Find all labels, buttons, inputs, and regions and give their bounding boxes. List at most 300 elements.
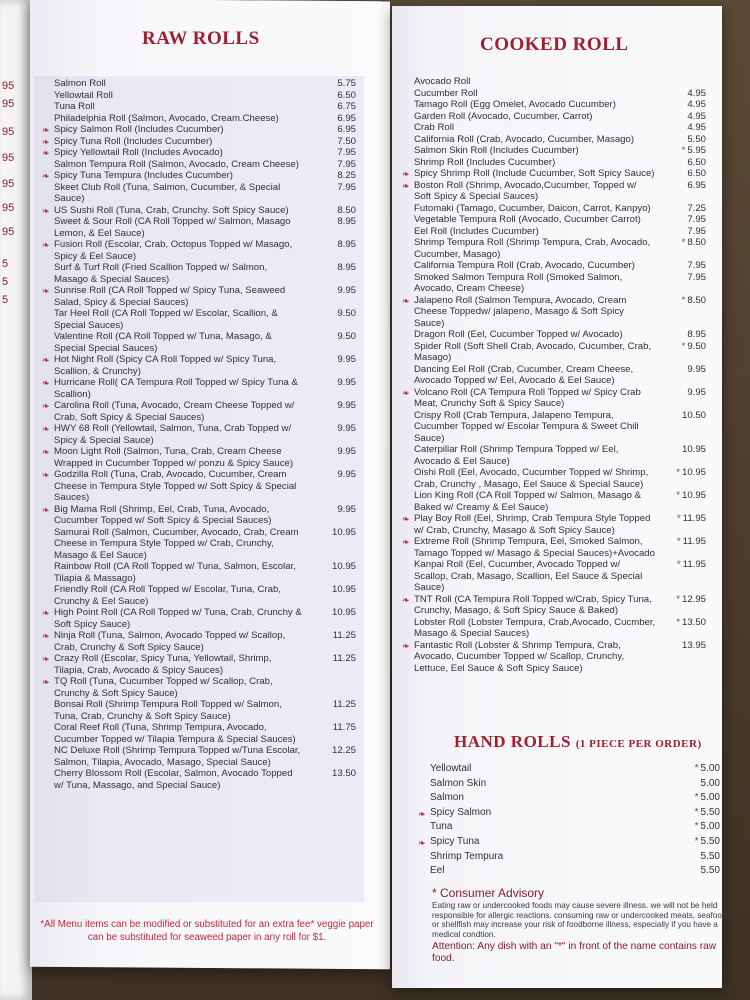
- price-value: 10.95: [331, 561, 356, 572]
- menu-item-price: [676, 594, 706, 606]
- price-value: 7.25: [687, 202, 706, 214]
- price-value: 6.95: [337, 124, 356, 135]
- raw-star-icon: *: [681, 145, 686, 156]
- price-value: 5.50: [687, 133, 706, 145]
- menu-item-name: Vegetable Tempura Roll (Avocado, Cucumber Carrot): [414, 214, 641, 225]
- chili-pepper-icon: ❧: [42, 424, 50, 434]
- menu-item: [42, 285, 360, 308]
- menu-item-price: [687, 180, 706, 192]
- menu-item: [54, 699, 360, 722]
- menu-item-name: Crispy Roll (Crab Tempura, Jalapeno Tempura, Cucumber Topped w/ Escolar Tempura & Sweet Chili Sauce): [414, 409, 639, 444]
- raw-star-icon: *: [694, 806, 699, 818]
- menu-item-price: [695, 835, 720, 850]
- price-value: 4.95: [687, 122, 706, 133]
- price-value: 7.95: [337, 147, 356, 158]
- raw-star-icon: *: [676, 513, 681, 524]
- raw-rolls-list: [42, 78, 360, 791]
- menu-item-name: Friendly Roll (CA Roll Topped w/ Escolar, Tuna, Crab, Crunchy & Eel Sauce): [54, 584, 281, 607]
- menu-item-name: Jalapeno Roll (Salmon Tempura, Avocado, Cream Cheese Toppedw/ jalapeno, Masago & Soft Spicy Sauce): [414, 294, 627, 329]
- menu-item: [42, 147, 360, 159]
- price-value: 8.50: [337, 204, 356, 216]
- previous-page-price: 5: [2, 276, 9, 288]
- menu-item-name: Shrimp Roll (Includes Cucumber): [414, 156, 556, 168]
- menu-item-name: Eel: [430, 865, 445, 877]
- cooked-roll-heading: COOKED ROLL: [480, 34, 629, 55]
- menu-item: [402, 294, 714, 330]
- chili-pepper-icon: ❧: [402, 514, 410, 524]
- price-value: 4.95: [687, 87, 706, 99]
- price-value: 9.95: [337, 400, 356, 411]
- menu-item-name: Avocado Roll: [414, 76, 471, 87]
- price-value: 9.50: [337, 308, 356, 319]
- price-value: 11.95: [682, 536, 706, 547]
- chili-pepper-icon: ❧: [42, 286, 50, 296]
- menu-item: [42, 400, 360, 423]
- menu-item-price: [332, 527, 356, 539]
- raw-star-icon: *: [676, 616, 680, 628]
- menu-item: [414, 490, 714, 513]
- menu-item-name: Caterpillar Roll (Shrimp Tempura Topped w/ Eel, Avocado & Eel Sauce): [414, 444, 619, 467]
- menu-item: [42, 170, 360, 182]
- menu-item: [42, 239, 360, 262]
- menu-item-name: Cucumber Roll: [414, 87, 478, 99]
- menu-item: [414, 214, 714, 226]
- menu-item-price: [687, 387, 706, 399]
- price-value: 9.95: [687, 363, 706, 375]
- price-value: 8.25: [337, 170, 356, 181]
- menu-item-name: Spicy Salmon Roll (Includes Cucumber): [54, 124, 224, 135]
- price-value: 8.50: [687, 237, 706, 248]
- menu-item-name: Eel Roll (Includes Cucumber): [414, 225, 539, 237]
- menu-item-price: [333, 699, 356, 711]
- menu-item-name: Lion King Roll (CA Roll Topped w/ Salmon, Masago & Baked w/ Creamy & Eel Sauce): [414, 490, 641, 513]
- menu-item-name: Dancing Eel Roll (Crab, Cucumber, Cream Cheese, Avocado Topped w/ Eel, Avocado & Eel Sauce): [414, 363, 634, 386]
- menu-item: [54, 78, 360, 90]
- menu-item-name: Spicy Yellowtail Roll (Includes Avocado): [54, 147, 223, 158]
- price-value: 6.95: [687, 179, 706, 191]
- menu-item-price: [687, 203, 706, 215]
- menu-item-price: [337, 377, 356, 389]
- chili-pepper-icon: ❧: [42, 654, 50, 664]
- menu-item: [414, 364, 714, 387]
- menu-item: [42, 503, 360, 527]
- price-value: 10.95: [331, 526, 356, 538]
- menu-item-price: [333, 630, 356, 642]
- price-value: 8.95: [337, 216, 356, 227]
- chili-pepper-icon: ❧: [402, 537, 410, 547]
- chili-pepper-icon: ❧: [418, 808, 426, 819]
- chili-pepper-icon: ❧: [402, 169, 410, 179]
- chili-pepper-icon: ❧: [42, 631, 50, 641]
- menu-item-name: Extreme Roll (Shrimp Tempura, Eel, Smoked Salmon, Tamago Topped w/ Masago & Special Sauces)+Avocado: [414, 536, 655, 559]
- menu-item-price: [682, 237, 706, 249]
- menu-item-price: [332, 561, 356, 573]
- menu-item-name: Fantastic Roll (Lobster & Shrimp Tempura, Crab, Avocado, Cucumber Topped w/ Scallop, Crunchy, Lettuce, Eel Sauce & Soft Spicy Sauce): [414, 639, 625, 674]
- menu-item: [402, 513, 714, 536]
- hand-rolls-heading: [454, 732, 702, 752]
- chili-pepper-icon: ❧: [42, 355, 50, 365]
- menu-item: [414, 444, 714, 467]
- menu-item: [402, 179, 714, 203]
- menu-item: [430, 820, 748, 835]
- price-value: 9.95: [337, 354, 356, 365]
- menu-item-name: Play Boy Roll (Eel, Shrimp, Crab Tempura Style Topped w/ Crab, Crunchy, Masago & Soft Spicy Sauce): [414, 513, 651, 536]
- price-value: 11.25: [332, 630, 356, 641]
- menu-item-price: [337, 239, 356, 251]
- menu-item-name: TQ Roll (Tuna, Cucumber Topped w/ Scallop, Crab, Crunchy & Soft Spicy Sauce): [54, 676, 273, 699]
- menu-item: [402, 386, 714, 410]
- menu-item-name: Fusion Roll (Escolar, Crab, Octopus Topped w/ Masago, Spicy & Eel Sauce): [54, 239, 293, 262]
- price-value: 13.50: [331, 768, 356, 779]
- menu-item-price: [337, 308, 356, 320]
- menu-item: [430, 762, 748, 777]
- raw-star-icon: *: [681, 340, 686, 352]
- previous-page-price: 95: [2, 126, 15, 138]
- menu-item-name: Philadelphia Roll (Salmon, Avocado, Cream.Cheese): [54, 112, 279, 124]
- raw-star-icon: *: [694, 792, 699, 804]
- price-value: 11.25: [332, 653, 356, 664]
- menu-item-price: [687, 329, 706, 341]
- raw-food-attention: Attention: Any dish with an "*" in front of the name contains raw food.: [432, 941, 717, 965]
- menu-item: [414, 157, 714, 169]
- price-value: 6.50: [337, 89, 356, 101]
- previous-page-edge: [0, 0, 32, 1000]
- menu-item-name: Coral Reef Roll (Tuna, Shrimp Tempura, Avocado, Cucumber Topped w/ Tilapia Tempura & Special Sauces): [54, 722, 296, 745]
- price-value: 10.95: [681, 444, 706, 455]
- menu-item: [402, 168, 714, 180]
- consumer-advisory: [432, 886, 732, 965]
- menu-item-name: Moon Light Roll (Salmon, Tuna, Crab, Cream Cheese Wrapped in Cucumber Topped w/ ponzu & Spicy Sauce): [54, 446, 294, 469]
- menu-item-price: [332, 768, 356, 780]
- previous-page-price: 95: [2, 226, 15, 238]
- previous-page-price: 5: [2, 294, 9, 306]
- hand-rolls-list: [418, 762, 748, 879]
- menu-item-price: [337, 147, 356, 159]
- menu-item-price: [337, 262, 356, 274]
- menu-item-price: [682, 444, 706, 456]
- menu-item-price: [682, 341, 706, 353]
- price-value: 13.50: [681, 616, 706, 628]
- menu-item-name: Spicy Tuna Tempura (Includes Cucumber): [54, 170, 233, 181]
- price-value: 10.95: [681, 490, 706, 501]
- menu-item-price: [682, 295, 706, 307]
- price-value: 10.95: [331, 607, 356, 618]
- menu-item-price: [701, 777, 720, 792]
- menu-item-name: Salmon Roll: [54, 78, 106, 89]
- menu-item: [54, 331, 360, 354]
- menu-item: [402, 639, 714, 675]
- raw-star-icon: *: [676, 593, 680, 605]
- price-value: 5.00: [700, 763, 720, 774]
- chili-pepper-icon: ❧: [402, 180, 410, 191]
- menu-item-price: [695, 762, 720, 777]
- menu-item: [414, 226, 714, 238]
- menu-item-price: [687, 99, 706, 111]
- advisory-title: * Consumer Advisory: [432, 886, 545, 900]
- menu-item: [414, 559, 714, 594]
- menu-item: [414, 111, 714, 123]
- menu-item-name: Dragon Roll (Eel, Cucumber Topped w/ Avocado): [414, 329, 623, 340]
- menu-item-name: Kanpai Roll (Eel, Cucumber, Avocado Topped w/ Scallop, Crab, Masago, Scallion, Eel Sauce & Special Sauce): [414, 559, 643, 593]
- menu-item-price: [337, 216, 356, 228]
- menu-item-price: [337, 170, 356, 182]
- menu-item-price: [333, 722, 356, 734]
- menu-item: [54, 584, 360, 607]
- menu-item: [414, 260, 714, 272]
- menu-item-name: Oishi Roll (Eel, Avocado, Cucumber Topped w/ Shrimp, Crab, Crunchy , Masago, Eel Sauce & Special Sauce): [414, 467, 649, 490]
- menu-item: [54, 90, 360, 102]
- menu-item-price: [337, 469, 356, 481]
- raw-star-icon: *: [676, 467, 680, 478]
- menu-item: [42, 423, 360, 446]
- menu-item: [54, 216, 360, 239]
- menu-item-price: [687, 111, 706, 123]
- price-value: 8.50: [687, 294, 706, 306]
- price-value: 8.95: [687, 329, 706, 340]
- raw-star-icon: *: [694, 763, 699, 774]
- menu-item-price: [687, 364, 706, 376]
- menu-item: [414, 122, 714, 134]
- menu-item: [414, 410, 714, 445]
- menu-item-price: [337, 124, 356, 136]
- menu-item: [54, 113, 360, 125]
- menu-item-price: [337, 354, 356, 366]
- menu-item: [402, 593, 714, 617]
- menu-item-price: [677, 513, 706, 525]
- menu-item-price: [337, 504, 356, 516]
- menu-item: [414, 76, 714, 88]
- chili-pepper-icon: ❧: [402, 387, 410, 398]
- menu-item: [430, 791, 748, 806]
- menu-item-name: Spicy Salmon: [430, 806, 492, 818]
- price-value: 9.95: [337, 446, 356, 457]
- menu-item: [42, 676, 360, 699]
- menu-item-price: [682, 145, 706, 157]
- chili-pepper-icon: ❧: [42, 205, 50, 216]
- price-value: 5.00: [700, 792, 720, 804]
- hand-rolls-note: (1 PIECE PER ORDER): [575, 738, 702, 750]
- price-value: 9.95: [337, 377, 356, 388]
- menu-item: [430, 864, 748, 879]
- price-value: 9.50: [687, 340, 706, 352]
- menu-item-name: Hurricane Roll( CA Tempura Roll Topped w/ Spicy Tuna & Scallion): [54, 377, 298, 400]
- menu-item: [42, 354, 360, 377]
- price-value: 9.95: [337, 285, 356, 296]
- menu-item-price: [337, 113, 356, 125]
- menu-item-name: Hot Night Roll (Spicy CA Roll Topped w/ Spicy Tuna, Scallion, & Crunchy): [54, 354, 277, 377]
- raw-star-icon: *: [676, 536, 681, 547]
- price-value: 13.95: [681, 639, 706, 651]
- menu-item-name: California Roll (Crab, Avocado, Cucumber, Masago): [414, 133, 635, 145]
- menu-item-name: Sunrise Roll (CA Roll Topped w/ Spicy Tuna, Seaweed Salad, Spicy & Special Sauces): [54, 285, 286, 308]
- price-value: 7.50: [337, 135, 356, 147]
- advisory-text: Eating raw or undercooked foods may cause severe illness. we will not be held responsible for allergic reactions. consuming raw or undercooked meats, seafood, or shellfish may increase your risk of foodborne illness, especially if you have a medical condtion.: [432, 901, 729, 939]
- menu-item-name: Bonsai Roll (Shrimp Tempura Roll Topped w/ Salmon, Tuna, Crab, Crunchy & Soft Spicy Sauce): [54, 699, 282, 722]
- raw-star-icon: *: [694, 835, 699, 847]
- menu-item-name: Ninja Roll (Tuna, Salmon, Avocado Topped w/ Scallop, Crab, Crunchy & Soft Spicy Sauce): [54, 630, 286, 653]
- menu-item-name: Big Mama Roll (Shrimp, Eel, Crab, Tuna, Avocado, Cucumber Topped w/ Soft Spicy & Special Sauces): [54, 503, 272, 526]
- previous-page-price: 95: [2, 178, 15, 190]
- menu-item-price: [695, 791, 720, 806]
- chili-pepper-icon: ❧: [402, 594, 410, 605]
- menu-item-name: Tar Heel Roll (CA Roll Topped w/ Escolar, Scallion, & Special Sauces): [54, 308, 278, 331]
- menu-item-price: [333, 653, 356, 665]
- price-value: 11.95: [682, 559, 706, 570]
- chili-pepper-icon: ❧: [418, 837, 426, 848]
- menu-item: [54, 722, 360, 745]
- price-value: 5.50: [700, 806, 720, 818]
- menu-item-name: Sweet & Sour Roll (CA Roll Topped w/ Salmon, Masago Lemon, & Eel Sauce): [54, 216, 291, 239]
- menu-item-name: Samurai Roll (Salmon, Cucumber, Avocado, Crab, Cream Cheese in Tempura Style Topped w/ Crab, Crunchy, Masago & Eel Sauce): [54, 526, 299, 561]
- menu-item: [414, 341, 714, 364]
- menu-item: [54, 159, 360, 171]
- menu-item-price: [701, 850, 720, 865]
- menu-item: [414, 145, 714, 157]
- menu-item: [430, 777, 748, 792]
- menu-item-name: Futomaki (Tamago, Cucumber, Daicon, Carrot, Kanpyo): [414, 202, 651, 214]
- price-value: 4.95: [687, 99, 706, 110]
- chili-pepper-icon: ❧: [42, 171, 50, 181]
- chili-pepper-icon: ❧: [42, 136, 50, 147]
- price-value: 7.95: [687, 225, 706, 237]
- menu-item-name: HWY 68 Roll (Yellowtail, Salmon, Tuna, Crab Topped w/ Spicy & Special Sauce): [54, 423, 292, 446]
- raw-star-icon: *: [681, 294, 686, 306]
- chili-pepper-icon: ❧: [42, 447, 50, 457]
- price-value: 7.95: [687, 260, 706, 271]
- menu-item-name: Shrimp Tempura: [430, 850, 504, 862]
- menu-item-price: [337, 400, 356, 412]
- menu-item-price: [337, 331, 356, 343]
- menu-item-price: [682, 410, 706, 422]
- menu-item: [402, 536, 714, 559]
- menu-item-price: [701, 864, 720, 879]
- menu-item: [54, 308, 360, 331]
- price-value: 9.95: [687, 386, 706, 398]
- menu-item-price: [676, 467, 706, 479]
- menu-item-name: TNT Roll (CA Tempura Roll Topped w/Crab, Spicy Tuna, Crunchy, Masago, & Soft Spicy Sauce & Baked): [414, 593, 652, 616]
- menu-item-price: [687, 88, 706, 100]
- menu-item-name: Valentine Roll (CA Roll Topped w/ Tuna, Masago, & Special Special Sauces): [54, 331, 272, 354]
- price-value: 11.75: [332, 722, 356, 733]
- menu-item: [418, 835, 748, 850]
- menu-item-price: [337, 90, 356, 102]
- price-value: 8.95: [337, 239, 356, 250]
- previous-page-price: 95: [2, 202, 15, 214]
- menu-item-name: NC Deluxe Roll (Shrimp Tempura Topped w/Tuna Escolar, Salmon, Tilapia, Avocado, Masago, Special Sauce): [54, 745, 301, 768]
- menu-item-name: Garden Roll (Avocado, Cucumber, Carrot): [414, 110, 593, 122]
- chili-pepper-icon: ❧: [42, 608, 50, 618]
- price-value: 11.95: [682, 513, 706, 524]
- menu-item: [42, 630, 360, 653]
- menu-item-name: Skeet Club Roll (Tuna, Salmon, Cucumber, & Special Sauce): [54, 181, 281, 204]
- menu-item-price: [337, 159, 356, 171]
- menu-item-price: [687, 134, 706, 146]
- menu-item-name: Crab Roll: [414, 122, 454, 133]
- menu-item-price: [677, 536, 706, 548]
- menu-item-name: Salmon Skin Roll (Includes Cucumber): [414, 145, 579, 156]
- cooked-roll-list: [402, 76, 714, 674]
- chili-pepper-icon: ❧: [42, 470, 50, 480]
- menu-item-price: [695, 806, 720, 821]
- menu-item: [54, 101, 360, 113]
- price-value: 7.95: [687, 271, 706, 283]
- price-value: 9.95: [337, 503, 356, 515]
- menu-item: [42, 204, 360, 217]
- menu-item-name: Crazy Roll (Escolar, Spicy Tuna, Yellowtail, Shrimp, Tilapia, Crab, Avocado & Spicy Sauces): [54, 653, 272, 676]
- menu-item-price: [337, 205, 356, 217]
- price-value: 6.75: [337, 101, 356, 112]
- menu-item-name: Cherry Blossom Roll (Escolar, Salmon, Avocado Topped w/ Tuna, Massago, and Special Sauce): [54, 768, 293, 791]
- price-value: 5.50: [700, 865, 720, 877]
- modification-note: *All Menu items can be modified or substituted for an extra fee* veggie paper can be substituted for seaweed paper in any roll for $1.: [40, 919, 374, 943]
- chili-pepper-icon: ❧: [42, 401, 50, 411]
- menu-item: [42, 653, 360, 676]
- menu-item: [54, 745, 360, 768]
- menu-item: [430, 850, 748, 865]
- price-value: 5.50: [700, 835, 720, 847]
- price-value: 5.00: [700, 777, 720, 789]
- menu-item-name: Spicy Shrimp Roll (Include Cucumber, Soft Spicy Sauce): [414, 168, 655, 179]
- menu-item-name: Salmon Tempura Roll (Salmon, Avocado, Cream Cheese): [54, 158, 299, 170]
- price-value: 7.95: [687, 214, 706, 225]
- chili-pepper-icon: ❧: [42, 240, 50, 250]
- raw-rolls-heading: RAW ROLLS: [142, 28, 260, 49]
- menu-item-price: [337, 446, 356, 458]
- raw-star-icon: *: [676, 490, 680, 501]
- menu-item-price: [695, 820, 720, 835]
- menu-item-name: Yellowtail Roll: [54, 89, 113, 101]
- menu-item-price: [337, 423, 356, 435]
- price-value: 9.95: [337, 469, 356, 480]
- menu-item-name: Surf & Turf Roll (Fried Scallion Topped w/ Salmon, Masago & Special Sauces): [54, 262, 268, 285]
- menu-item-price: [687, 122, 706, 134]
- menu-item-name: US Sushi Roll (Tuna, Crab, Crunchy. Soft Spicy Sauce): [54, 204, 289, 216]
- price-value: 7.95: [337, 181, 356, 193]
- menu-item: [414, 617, 714, 640]
- menu-item: [42, 446, 360, 469]
- menu-item: [414, 88, 714, 100]
- menu-item-name: Shrimp Tempura Roll (Shrimp Tempura, Crab, Avocado, Cucumber, Masago): [414, 237, 651, 260]
- previous-page-price: 95: [2, 80, 15, 92]
- menu-item-price: [687, 157, 706, 169]
- price-value: 10.50: [681, 409, 706, 421]
- menu-item-price: [687, 272, 706, 284]
- previous-page-price: 95: [2, 98, 15, 110]
- menu-item-name: Rainbow Roll (CA Roll Topped w/ Tuna, Salmon, Escolar, Tilapia & Massago): [54, 561, 296, 584]
- menu-item-name: High Point Roll (CA Roll Topped w/ Tuna, Crab, Crunchy & Soft Spicy Sauce): [54, 607, 302, 630]
- chili-pepper-icon: ❧: [402, 640, 410, 651]
- menu-item-price: [332, 745, 356, 757]
- menu-item: [42, 377, 360, 400]
- menu-item: [54, 768, 360, 791]
- menu-item-price: [337, 285, 356, 297]
- price-value: 12.25: [331, 745, 356, 756]
- price-value: 5.50: [700, 850, 720, 862]
- previous-page-price: 5: [2, 258, 9, 270]
- chili-pepper-icon: ❧: [42, 378, 50, 388]
- menu-item: [414, 99, 714, 111]
- menu-item-name: Tuna Roll: [54, 101, 95, 112]
- menu-item-name: Carolina Roll (Tuna, Avocado, Cream Cheese Topped w/ Crab, Soft Spicy & Special Sauces): [54, 400, 295, 423]
- menu-item-price: [676, 617, 706, 629]
- menu-item-price: [687, 168, 706, 180]
- menu-item-price: [337, 78, 356, 90]
- menu-item-name: Spicy Tuna Roll (Includes Cucumber): [54, 135, 213, 147]
- menu-item-name: Salmon: [430, 792, 464, 804]
- menu-item-price: [332, 607, 356, 619]
- menu-item: [414, 272, 714, 295]
- menu-item-name: California Tempura Roll (Crab, Avocado, Cucumber): [414, 260, 635, 271]
